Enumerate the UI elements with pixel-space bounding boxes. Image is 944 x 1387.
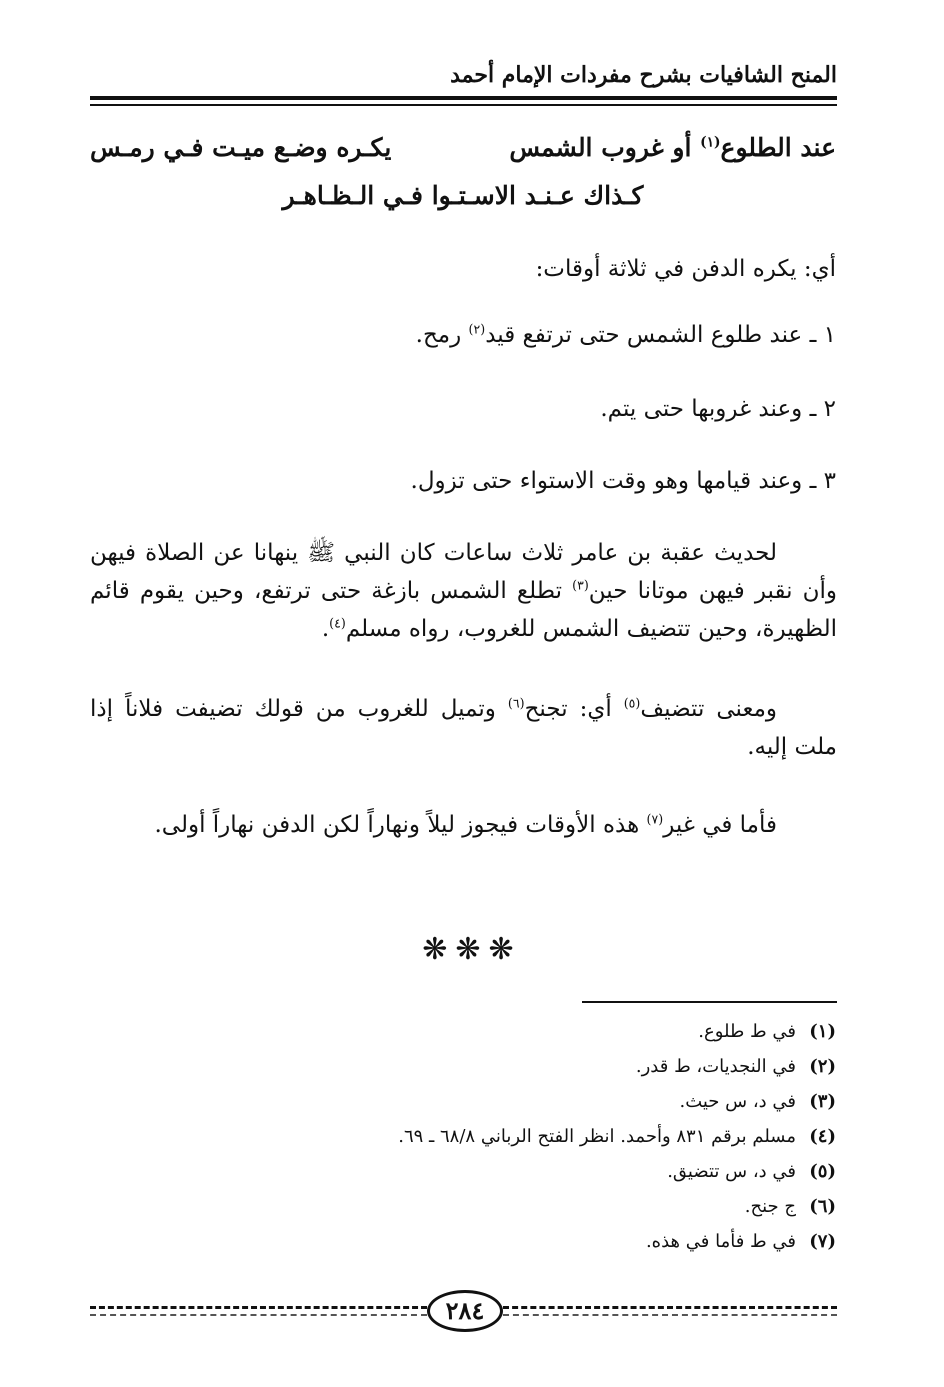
footnote-5: (٥)في د، س تتضيق.: [667, 1161, 836, 1182]
hadith-paragraph: لحديث عقبة بن عامر ثلاث ساعات كان النبي ﷺ ينهانا عن الصلاة فيهن وأن نقبر فيهن موتانا حين$^{(٣)}$ تطلع الشمس بازغة حتى ترتفع، وحين يقوم قائم الظهيرة، وحين تتضيف الشمس للغروب، رواه مسلم$^{(٤)}$.: [90, 540, 837, 642]
running-header: المنح الشافيات بشرح مفردات الإمام أحمد: [450, 62, 837, 88]
section-ornament: ❋❋❋: [422, 932, 522, 967]
footer-line-left: [90, 1314, 427, 1316]
page-number: ٢٨٤: [427, 1290, 503, 1332]
footnote-4: (٤)مسلم برقم ٨٣١ وأحمد. انظر الفتح الرباني ٦٨/٨ ـ ٦٩.: [398, 1126, 836, 1147]
header-rule-top: [90, 96, 837, 100]
footnote-7: (٧)في ط فأما في هذه.: [645, 1231, 836, 1252]
verse-hemistich-1: عند الطلوع$^{(١)}$ أو غروب الشمس: [509, 133, 836, 162]
footnotes: [236, 1014, 836, 1259]
footer-dash-left: [90, 1306, 427, 1309]
header-rule-bottom: [90, 104, 837, 106]
verse-line-2: [90, 176, 836, 216]
list-item-2: ٢ ـ وعند غروبها حتى يتم.: [600, 396, 836, 422]
footnote-2: (٢)في النجديات، ط قدر.: [635, 1056, 836, 1077]
list-item-3: ٣ ـ وعند قيامها وهو وقت الاستواء حتى تزول.: [410, 468, 836, 494]
footnote-separator: [582, 1001, 837, 1003]
other-times-paragraph: فأما في غير$^{(٧)}$ هذه الأوقات فيجوز ليلاً ونهاراً لكن الدفن نهاراً أولى.: [154, 811, 777, 838]
intro-line: أي: يكره الدفن في ثلاثة أوقات:: [535, 256, 836, 282]
list-item-1: ١ ـ عند طلوع الشمس حتى ترتفع قيد$^{(٢)}$ رمح.: [415, 321, 836, 348]
meaning-paragraph: ومعنى تتضيف$^{(٥)}$ أي: تجنح$^{(٦)}$ وتميل للغروب من قولك تضيفت فلاناً إذا ملت إليه.: [90, 695, 837, 760]
footnote-3: (٣)في د، س حيث.: [679, 1091, 836, 1112]
footnote-6: (٦)ج جنح.: [744, 1196, 836, 1217]
verse-hemistich-2: يكـره وضـع ميـت فـي رمـس: [90, 133, 392, 162]
verse-hemistich-3: كـذاك عـنـد الاسـتـوا فـي الـظـاهـر: [282, 181, 644, 210]
footer-dash-right: [503, 1306, 837, 1309]
footnote-1: (١)في ط طلوع.: [698, 1021, 836, 1042]
verse-line-1: [90, 128, 836, 168]
footer-line-right: [503, 1314, 837, 1316]
